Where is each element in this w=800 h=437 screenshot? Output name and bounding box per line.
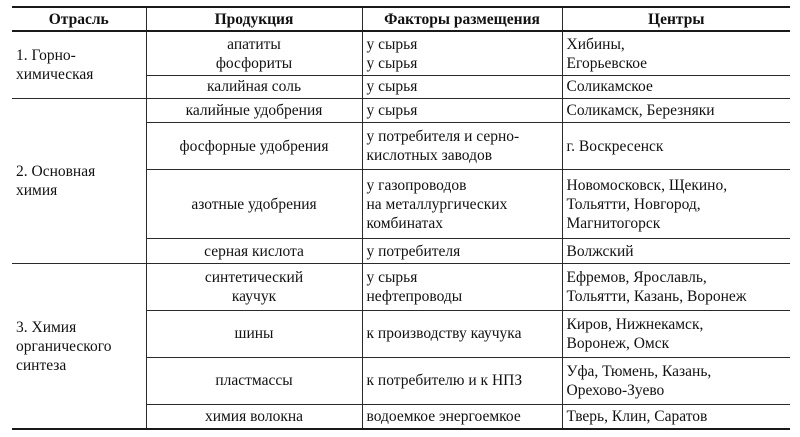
cell-product	[146, 357, 362, 404]
factor-line: к потребителю и к НПЗ	[366, 372, 523, 390]
cell-center	[562, 357, 790, 404]
cell-center	[562, 264, 790, 311]
product-line: фосфориты	[215, 54, 293, 72]
branch-line: 3. Химия	[16, 318, 77, 336]
cell-center	[562, 123, 790, 170]
center-line: Уфа, Тюмень, Казань,	[566, 362, 712, 380]
cell-factor	[362, 170, 562, 239]
center-line: Тольятти, Новгород,	[566, 195, 701, 213]
cell-center	[562, 31, 790, 76]
header-centers: Центры	[562, 7, 790, 31]
center-line: Егорьевское	[566, 54, 648, 72]
cell-product	[146, 31, 362, 76]
cell-factor	[362, 239, 562, 264]
center-line: Воронеж, Омск	[566, 334, 670, 352]
factor-line: у сырья	[366, 101, 418, 119]
product-line: шины	[234, 325, 274, 343]
center-line: Волжский	[566, 242, 634, 260]
center-line: Тверь, Клин, Саратов	[566, 407, 708, 425]
center-line: Новомосковск, Щекино,	[566, 176, 728, 194]
factor-line: к производству каучука	[366, 325, 522, 343]
header-product: Продукция	[146, 7, 362, 31]
header-branch: Отрасль	[12, 7, 146, 31]
cell-branch	[12, 31, 146, 98]
product-line: каучук	[231, 288, 277, 305]
cell-factor	[362, 357, 562, 404]
branch-line: органического	[16, 337, 112, 355]
product-line: химия волокна	[204, 407, 304, 425]
table-row	[12, 264, 790, 311]
cell-product	[146, 170, 362, 239]
factor-line: комбинатах	[366, 214, 444, 232]
cell-product	[146, 310, 362, 357]
factor-line: у потребителя и серно-	[366, 128, 520, 146]
cell-branch	[12, 264, 146, 429]
center-line: Орехово-Зуево	[566, 381, 665, 399]
factor-line: у сырья	[366, 35, 418, 53]
product-line: серная кислота	[204, 242, 304, 260]
branch-line: синтеза	[16, 356, 67, 374]
factor-line: нефтепроводы	[366, 288, 463, 305]
factor-line: у сырья	[366, 269, 418, 286]
cell-center	[562, 98, 790, 123]
cell-factor	[362, 123, 562, 170]
branch-line: химия	[16, 181, 58, 199]
product-line: калийные удобрения	[185, 101, 323, 119]
cell-product	[146, 123, 362, 170]
chemical-industry-table	[12, 6, 790, 430]
factor-line: у сырья	[366, 78, 418, 96]
cell-center	[562, 310, 790, 357]
cell-product	[146, 404, 362, 429]
cell-product	[146, 239, 362, 264]
cell-product	[146, 76, 362, 98]
factor-line: водоемкое энергоемкое	[366, 407, 521, 425]
factor-line: кислотных заводов	[366, 147, 493, 165]
center-line: Киров, Нижнекамск,	[566, 315, 704, 333]
cell-center	[562, 76, 790, 98]
branch-line: химическая	[16, 65, 94, 83]
cell-factor	[362, 98, 562, 123]
header-row	[12, 7, 790, 31]
product-line: фосфорные удобрения	[179, 137, 329, 155]
cell-factor	[362, 264, 562, 311]
table-header	[12, 7, 790, 31]
table-body	[12, 31, 790, 429]
table-row	[12, 31, 790, 76]
cell-product	[146, 264, 362, 311]
document-page	[12, 6, 790, 430]
cell-factor	[362, 31, 562, 76]
cell-center	[562, 170, 790, 239]
center-line: Магнитогорск	[566, 214, 661, 232]
factor-line: на металлургических	[366, 195, 508, 213]
table-row	[12, 98, 790, 123]
branch-line: 2. Основная	[16, 162, 96, 180]
cell-factor	[362, 404, 562, 429]
center-line: Соликамск, Березняки	[566, 101, 715, 119]
center-line: Ефремов, Ярославль,	[566, 269, 707, 286]
center-line: г. Воскресенск	[566, 137, 664, 155]
product-line: апатиты	[227, 35, 281, 53]
cell-center	[562, 404, 790, 429]
cell-factor	[362, 76, 562, 98]
branch-line: 1. Горно-	[16, 46, 76, 64]
center-line: Тольятти, Казань, Воронеж	[566, 288, 747, 305]
factor-line: у газопроводов	[366, 176, 467, 194]
product-line: калийная соль	[206, 78, 302, 96]
product-line: азотные удобрения	[191, 195, 317, 213]
cell-branch	[12, 98, 146, 263]
header-factors: Факторы размещения	[362, 7, 562, 31]
factor-line: у потребителя	[366, 242, 461, 260]
cell-factor	[362, 310, 562, 357]
cell-product	[146, 98, 362, 123]
product-line: синтетический	[204, 269, 304, 286]
center-line: Соликамское	[566, 78, 653, 96]
factor-line: у сырья	[366, 54, 418, 72]
center-line: Хибины,	[566, 35, 625, 53]
product-line: пластмассы	[215, 372, 293, 390]
cell-center	[562, 239, 790, 264]
